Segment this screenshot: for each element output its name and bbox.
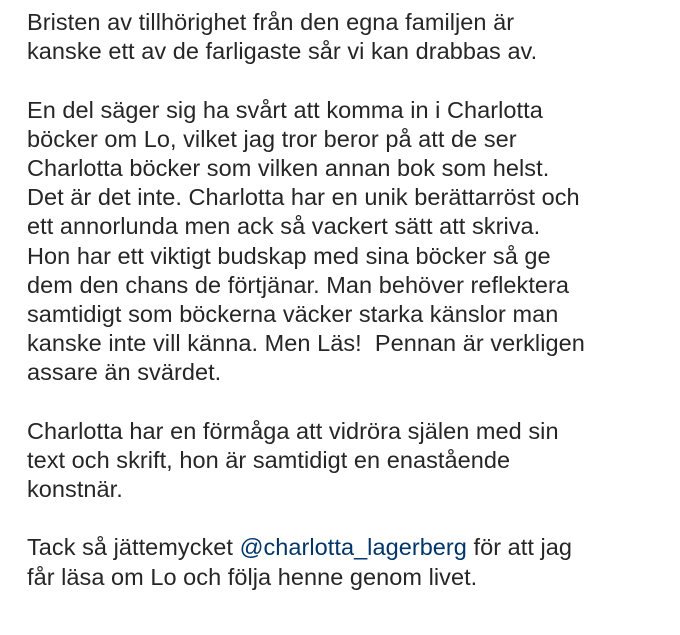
text-segment: för att jag: [466, 534, 573, 561]
text-line: kanske inte vill känna. Men Läs! Pennan är verkligen: [27, 330, 585, 357]
text-line: assare än svärdet.: [27, 359, 222, 386]
text-line-with-mention: [27, 533, 667, 562]
text-line: text och skrift, hon är samtidigt en enastående: [27, 446, 511, 473]
text-line: Bristen av tillhörighet från den egna familjen är: [27, 9, 515, 35]
paragraph-4: [27, 533, 667, 591]
text-line: En del säger sig ha svårt att komma in i Charlotta: [27, 96, 543, 123]
text-line: dem den chans de förtjänar. Man behöver reflektera: [27, 271, 570, 298]
text-line: kanske ett av de farligaste sår vi kan drabbas av.: [27, 38, 538, 65]
text-line: böcker om Lo, vilket jag tror beror på att de ser: [27, 125, 517, 152]
text-line: Charlotta böcker som vilken annan bok som helst.: [27, 154, 550, 181]
text-segment: Tack så jättemycket: [27, 534, 240, 561]
text-line: konstnär.: [27, 476, 123, 502]
text-line: samtidigt som böckerna väcker starka känslor man: [27, 300, 559, 327]
text-line: får läsa om Lo och följa henne genom livet.: [27, 563, 478, 590]
paragraph-1: [27, 8, 667, 66]
text-line: Det är det inte. Charlotta har en unik berättarröst och: [27, 184, 580, 211]
paragraph-spacer: [27, 66, 667, 95]
user-mention-link[interactable]: @charlotta_lagerberg: [239, 534, 467, 561]
text-line: Charlotta har en förmåga att vidröra själen med sin: [27, 417, 559, 444]
text-line: Hon har ett viktigt budskap med sina böcker så ge: [27, 242, 551, 269]
paragraph-2: [27, 96, 667, 388]
text-line: ett annorlunda men ack så vackert sätt att skriva.: [27, 213, 541, 240]
paragraph-spacer: [27, 387, 667, 416]
post-caption: [27, 8, 667, 592]
paragraph-3: [27, 417, 667, 505]
paragraph-spacer: [27, 504, 667, 533]
